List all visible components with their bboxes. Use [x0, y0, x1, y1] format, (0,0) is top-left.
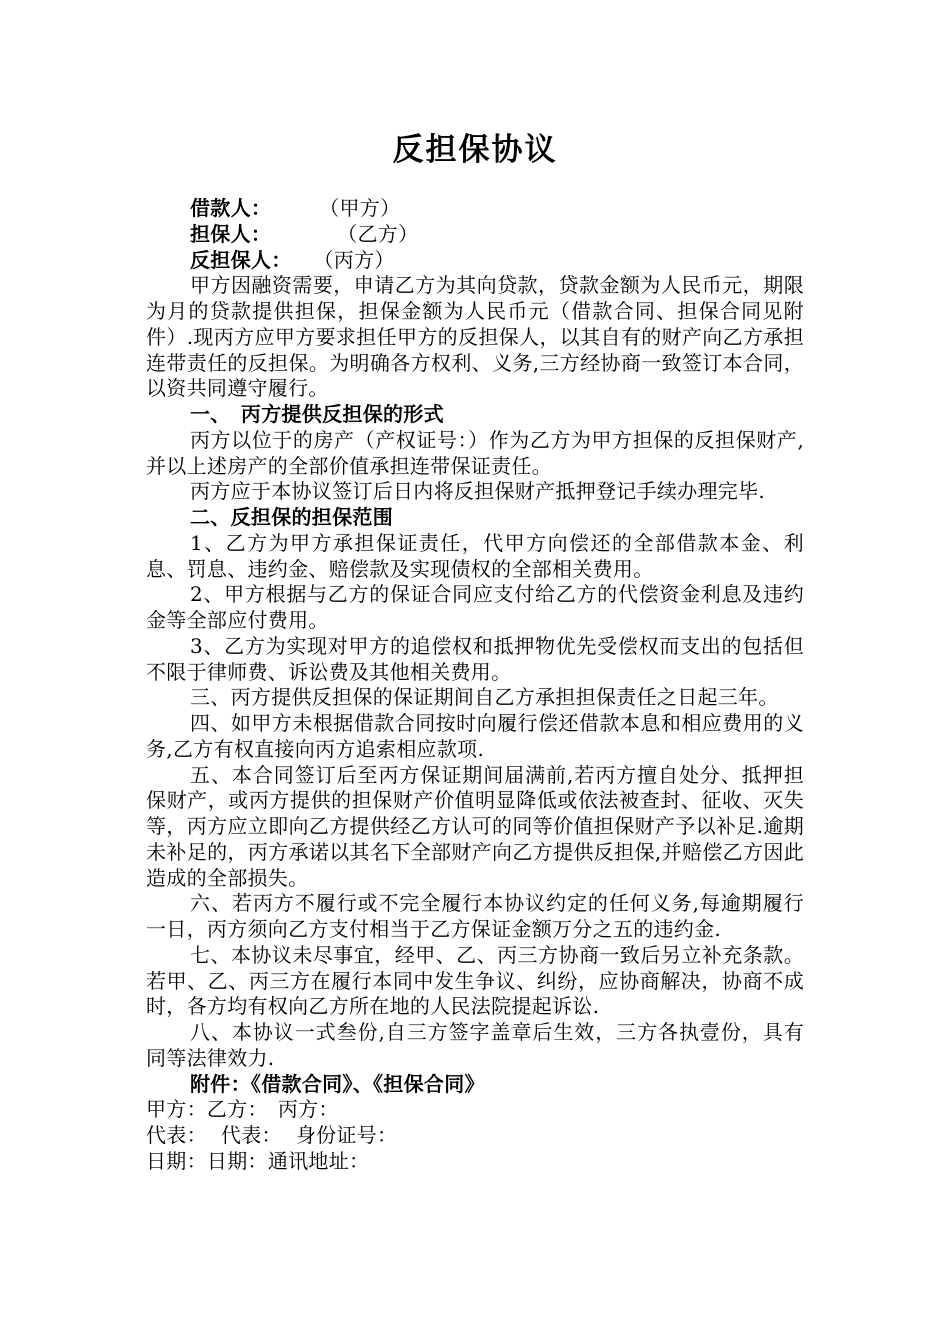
signature-row-parties — [146, 1097, 804, 1123]
borrower-label: 借款人： — [190, 196, 272, 220]
section-1-heading: 一、 丙方提供反担保的形式 — [190, 402, 444, 426]
guarantor-role: （乙方） — [337, 221, 419, 246]
signature-row-dates — [146, 1149, 804, 1175]
signature-party-a: 甲方： — [146, 1097, 207, 1122]
section-1-paragraph: 丙方以位于的房产（产权证号：）作为乙方为甲方担保的反担保财产,并以上述房产的全部价值承担连带保证责任。 — [146, 427, 804, 478]
signature-row-representatives — [146, 1123, 804, 1149]
section-1-paragraph: 丙方应于本协议签订后日内将反担保财产抵押登记手续办理完毕. — [190, 479, 766, 504]
section-2-item: 1、乙方为甲方承担保证责任，代甲方向偿还的全部借款本金、利息、罚息、违约金、赔偿款及实现债权的全部相关费用。 — [146, 530, 804, 581]
clause-6: 六、若丙方不履行或不完全履行本协议约定的任何义务,每逾期履行一日，丙方须向乙方支付相当于乙方保证金额万分之五的违约金. — [146, 891, 804, 941]
signature-rep-b: 代表： — [220, 1123, 282, 1147]
document-title: 反担保协议 — [392, 132, 558, 168]
clause-8: 八、本协议一式叁份,自三方签字盖章后生效，三方各执壹份，具有同等法律效力. — [146, 1020, 804, 1070]
signature-rep-a: 代表： — [146, 1123, 207, 1147]
section-2-heading: 二、反担保的担保范围 — [190, 505, 393, 529]
document-body — [146, 196, 804, 1175]
signature-address: 通讯地址： — [267, 1148, 370, 1173]
clause-4: 四、如甲方未根据借款合同按时向履行偿还借款本息和相应费用的义务,乙方有权直接向丙方追索相应款项. — [146, 711, 804, 761]
signature-date-a: 日期： — [146, 1148, 207, 1173]
signature-date-b: 日期： — [206, 1148, 268, 1173]
party-counter-guarantor — [146, 248, 804, 274]
attachment-line: 附件：《借款合同》、《担保合同》 — [190, 1071, 485, 1096]
signature-party-c: 丙方： — [277, 1097, 339, 1122]
clause-3: 三、丙方提供反担保的保证期间自乙方承担担保责任之日起三年。 — [190, 685, 779, 710]
clause-5: 五、本合同签订后至丙方保证期间届满前,若丙方擅自处分、抵押担保财产，或丙方提供的担保财产价值明显降低或依法被查封、征收、灭失等，丙方应立即向乙方提供经乙方认可的同等价值担保财产予以补足.逾期未补足的，丙方承诺以其名下全部财产向乙方提供反担保,并赔偿乙方因此造成的全部损失。 — [146, 762, 804, 890]
guarantor-label: 担保人： — [190, 221, 272, 246]
borrower-role: （甲方） — [319, 196, 401, 220]
intro-paragraph: 甲方因融资需要，申请乙方为其向贷款，贷款金额为人民币元，期限为月的贷款提供担保，担保金额为人民币元（借款合同、担保合同见附件）.现丙方应甲方要求担任甲方的反担保人，以其自有的财产向乙方承担连带责任的反担保。为明确各方权利、义务,三方经协商一致签订本合同，以资共同遵守履行。 — [146, 273, 804, 401]
section-2-item: 3、乙方为实现对甲方的追偿权和抵押物优先受偿权而支出的包括但不限于律师费、诉讼费及其他相关费用。 — [146, 633, 804, 684]
party-guarantor — [146, 222, 804, 248]
signature-id-number: 身份证号： — [295, 1123, 398, 1147]
party-borrower — [146, 196, 804, 222]
counter-guarantor-role: （丙方） — [313, 247, 395, 272]
section-2-item: 2、甲方根据与乙方的保证合同应支付给乙方的代偿资金利息及违约金等全部应付费用。 — [146, 582, 804, 632]
clause-7: 七、本协议未尽事宜，经甲、乙、丙三方协商一致后另立补充条款。若甲、乙、丙三方在履行本同中发生争议、纠纷，应协商解决，协商不成时，各方均有权向乙方所在地的人民法院提起诉讼. — [146, 942, 804, 1019]
counter-guarantor-label: 反担保人： — [190, 247, 292, 272]
signature-party-b: 乙方： — [206, 1097, 268, 1122]
